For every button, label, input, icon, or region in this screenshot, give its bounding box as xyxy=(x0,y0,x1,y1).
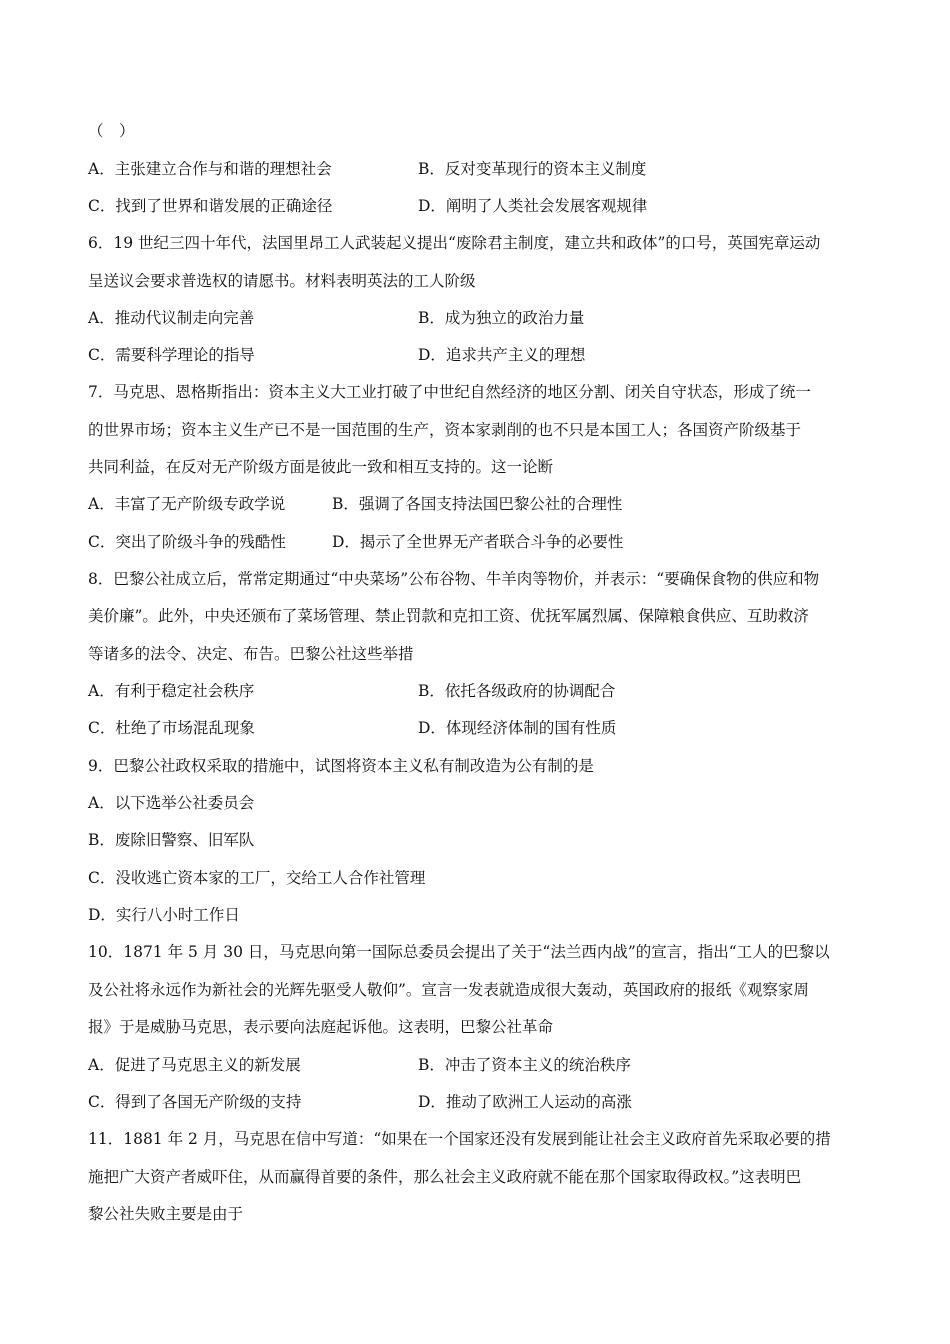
q5-option-c: C．找到了世界和谐发展的正确途径 xyxy=(88,197,333,215)
q8-option-a: A．有利于稳定社会秩序 xyxy=(88,682,255,700)
q7-stem-line2: 的世界市场；资本主义生产已不是一国范围的生产，资本家剥削的也不只是本国工人；各国资产阶级基于 xyxy=(88,421,802,439)
q7-option-d: D．揭示了全世界无产者联合斗争的必要性 xyxy=(332,533,624,551)
q6-stem-line2: 呈送议会要求普选权的请愿书。材料表明英法的工人阶级 xyxy=(88,272,476,290)
q11-stem-line1: 11．1881 年 2 月，马克思在信中写道：“如果在一个国家还没有发展到能让社会主义政府首先采取必要的措 xyxy=(88,1130,831,1148)
q6-option-d: D．追求共产主义的理想 xyxy=(418,346,586,364)
q9-option-b: B．废除旧警察、旧军队 xyxy=(88,831,255,849)
q10-option-a: A．促进了马克思主义的新发展 xyxy=(88,1056,301,1074)
q10-stem-line3: 报》于是威胁马克思，表示要向法庭起诉他。这表明，巴黎公社革命 xyxy=(88,1018,554,1036)
q7-option-a: A．丰富了无产阶级专政学说 xyxy=(88,495,286,513)
q7-option-c: C．突出了阶级斗争的残酷性 xyxy=(88,533,286,551)
q5-option-b: B．反对变革现行的资本主义制度 xyxy=(418,160,647,178)
q10-option-c: C．得到了各国无产阶级的支持 xyxy=(88,1093,302,1111)
q8-option-b: B．依托各级政府的协调配合 xyxy=(418,682,616,700)
q8-stem-line2: 美价廉”。此外，中央还颁布了菜场管理、禁止罚款和克扣工资、优抚军属烈属、保障粮食供应、互助救济 xyxy=(88,607,809,625)
q9-option-a: A．以下选举公社委员会 xyxy=(88,794,255,812)
q10-option-b: B．冲击了资本主义的统治秩序 xyxy=(418,1056,631,1074)
q9-stem-line1: 9．巴黎公社政权采取的措施中，试图将资本主义私有制改造为公有制的是 xyxy=(88,757,594,775)
q11-stem-line2: 施把广大资产者威吓住，从而赢得首要的条件，那么社会主义政府就不能在那个国家取得政权。”这表明巴 xyxy=(88,1168,802,1186)
q7-stem-line3: 共同利益，在反对无产阶级方面是彼此一致和相互支持的。这一论断 xyxy=(88,458,554,476)
q8-option-d: D．体现经济体制的国有性质 xyxy=(418,719,617,737)
q5-option-d: D．阐明了人类社会发展客观规律 xyxy=(418,197,648,215)
q8-stem-line3: 等诸多的法令、决定、布告。巴黎公社这些举措 xyxy=(88,645,414,663)
q11-stem-line3: 黎公社失败主要是由于 xyxy=(88,1205,244,1223)
q10-stem-line1: 10．1871 年 5 月 30 日，马克思向第一国际总委员会提出了关于“法兰西内战”的宣言，指出“工人的巴黎以 xyxy=(88,943,830,961)
q8-stem-line1: 8．巴黎公社成立后，常常定期通过“中央菜场”公布谷物、牛羊肉等物价，并表示：“要确保食物的供应和物 xyxy=(88,570,820,588)
q5-option-a: A．主张建立合作与和谐的理想社会 xyxy=(88,160,332,178)
q7-stem-line1: 7．马克思、恩格斯指出：资本主义大工业打破了中世纪自然经济的地区分割、闭关自守状态，形成了统一 xyxy=(88,383,811,401)
q7-option-b: B．强调了各国支持法国巴黎公社的合理性 xyxy=(332,495,623,513)
q10-option-d: D．推动了欧洲工人运动的高涨 xyxy=(418,1093,632,1111)
q6-option-a: A．推动代议制走向完善 xyxy=(88,309,255,327)
q6-option-c: C．需要科学理论的指导 xyxy=(88,346,255,364)
q6-option-b: B．成为独立的政治力量 xyxy=(418,309,585,327)
answer-paren: （ ） xyxy=(88,122,135,140)
q6-stem-line1: 6．19 世纪三四十年代，法国里昂工人武装起义提出“废除君主制度，建立共和政体”的口号，英国宪章运动 xyxy=(88,234,821,252)
q9-option-c: C．没收逃亡资本家的工厂，交给工人合作社管理 xyxy=(88,869,426,887)
q10-stem-line2: 及公社将永远作为新社会的光辉先驱受人敬仰”。宣言一发表就造成很大轰动，英国政府的报纸《观察家周 xyxy=(88,981,809,999)
q8-option-c: C．杜绝了市场混乱现象 xyxy=(88,719,255,737)
q9-option-d: D．实行八小时工作日 xyxy=(88,906,240,924)
